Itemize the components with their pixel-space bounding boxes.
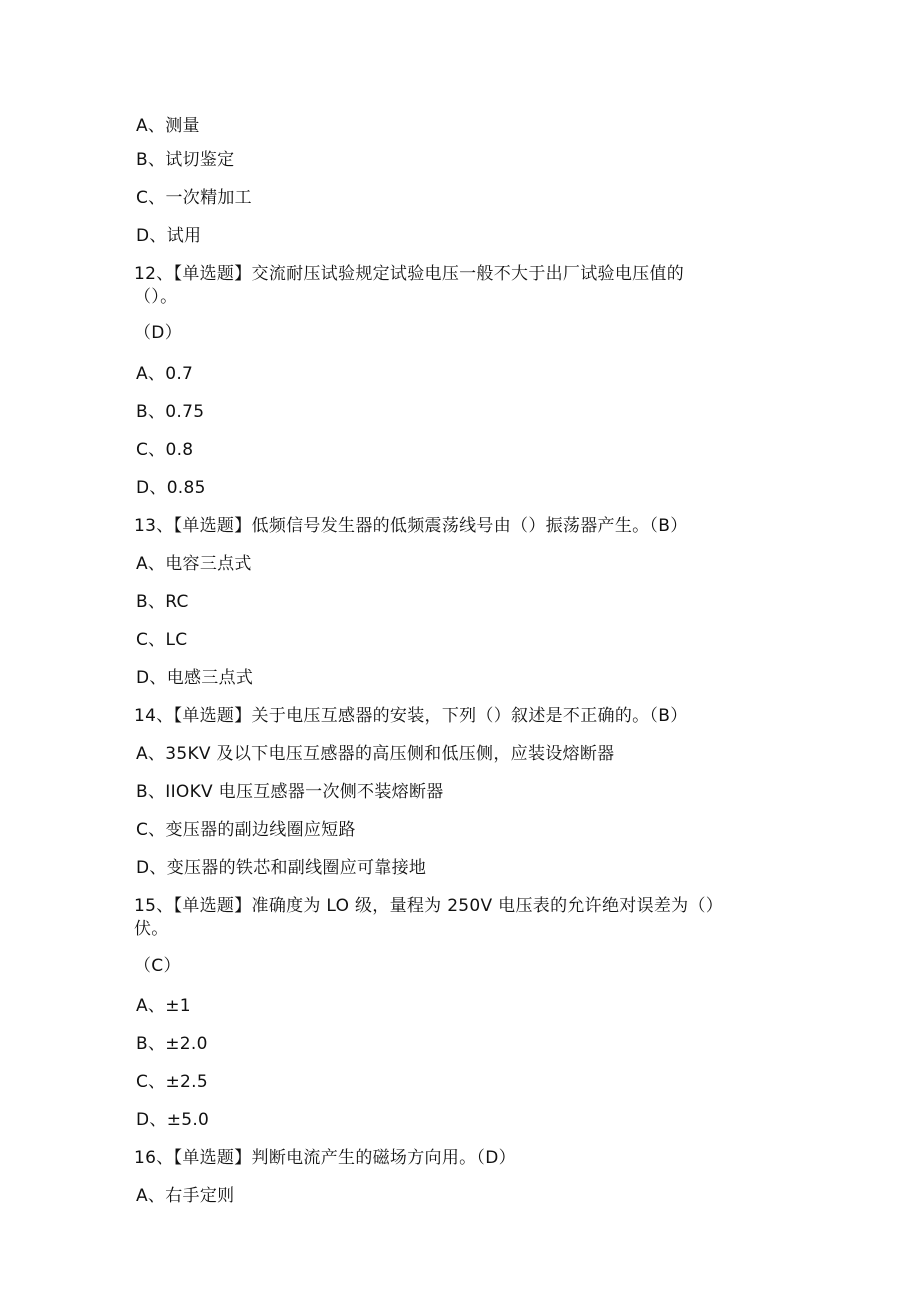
question-13-option-c: C、LC — [136, 630, 188, 650]
question-15-stem: 15、【单选题】准确度为 LO 级，量程为 250V 电压表的允许绝对误差为（） — [134, 896, 724, 916]
question-12-option-c: C、0.8 — [136, 440, 194, 460]
prev-option-a: A、测量 — [136, 116, 200, 136]
question-14-option-c: C、变压器的副边线圈应短路 — [136, 820, 356, 840]
question-15-option-b: B、±2.0 — [136, 1034, 208, 1054]
question-14-option-a: A、35KV 及以下电压互感器的高压侧和低压侧，应装设熔断器 — [136, 744, 615, 764]
question-15-stem-cont: 伏。 — [134, 919, 169, 939]
question-12-answer: （D） — [134, 323, 182, 343]
question-15-option-a: A、±1 — [136, 996, 191, 1016]
question-16-option-a: A、右手定则 — [136, 1186, 235, 1206]
question-13-option-b: B、RC — [136, 592, 189, 612]
question-16-stem: 16、【单选题】判断电流产生的磁场方向用。（D） — [134, 1148, 516, 1168]
question-13-option-d: D、电感三点式 — [136, 668, 254, 688]
question-12-stem-cont: （）。 — [134, 287, 178, 307]
question-13-stem: 13、【单选题】低频信号发生器的低频震荡线号由（）振荡器产生。（B） — [134, 516, 688, 536]
prev-option-d: D、试用 — [136, 226, 202, 246]
question-15-answer: （C） — [134, 956, 181, 976]
prev-option-b: B、试切鉴定 — [136, 150, 235, 170]
question-12-option-a: A、0.7 — [136, 364, 194, 384]
question-12-option-b: B、0.75 — [136, 402, 205, 422]
question-12-stem: 12、【单选题】交流耐压试验规定试验电压一般不大于出厂试验电压值的 — [134, 264, 685, 284]
question-12-option-d: D、0.85 — [136, 478, 206, 498]
prev-option-c: C、一次精加工 — [136, 188, 252, 208]
question-14-option-b: B、IIOKV 电压互感器一次侧不装熔断器 — [136, 782, 444, 802]
question-14-option-d: D、变压器的铁芯和副线圈应可靠接地 — [136, 858, 427, 878]
question-15-option-c: C、±2.5 — [136, 1072, 208, 1092]
question-13-option-a: A、电容三点式 — [136, 554, 252, 574]
question-14-stem: 14、【单选题】关于电压互感器的安装，下列（）叙述是不正确的。（B） — [134, 706, 688, 726]
question-15-option-d: D、±5.0 — [136, 1110, 210, 1130]
